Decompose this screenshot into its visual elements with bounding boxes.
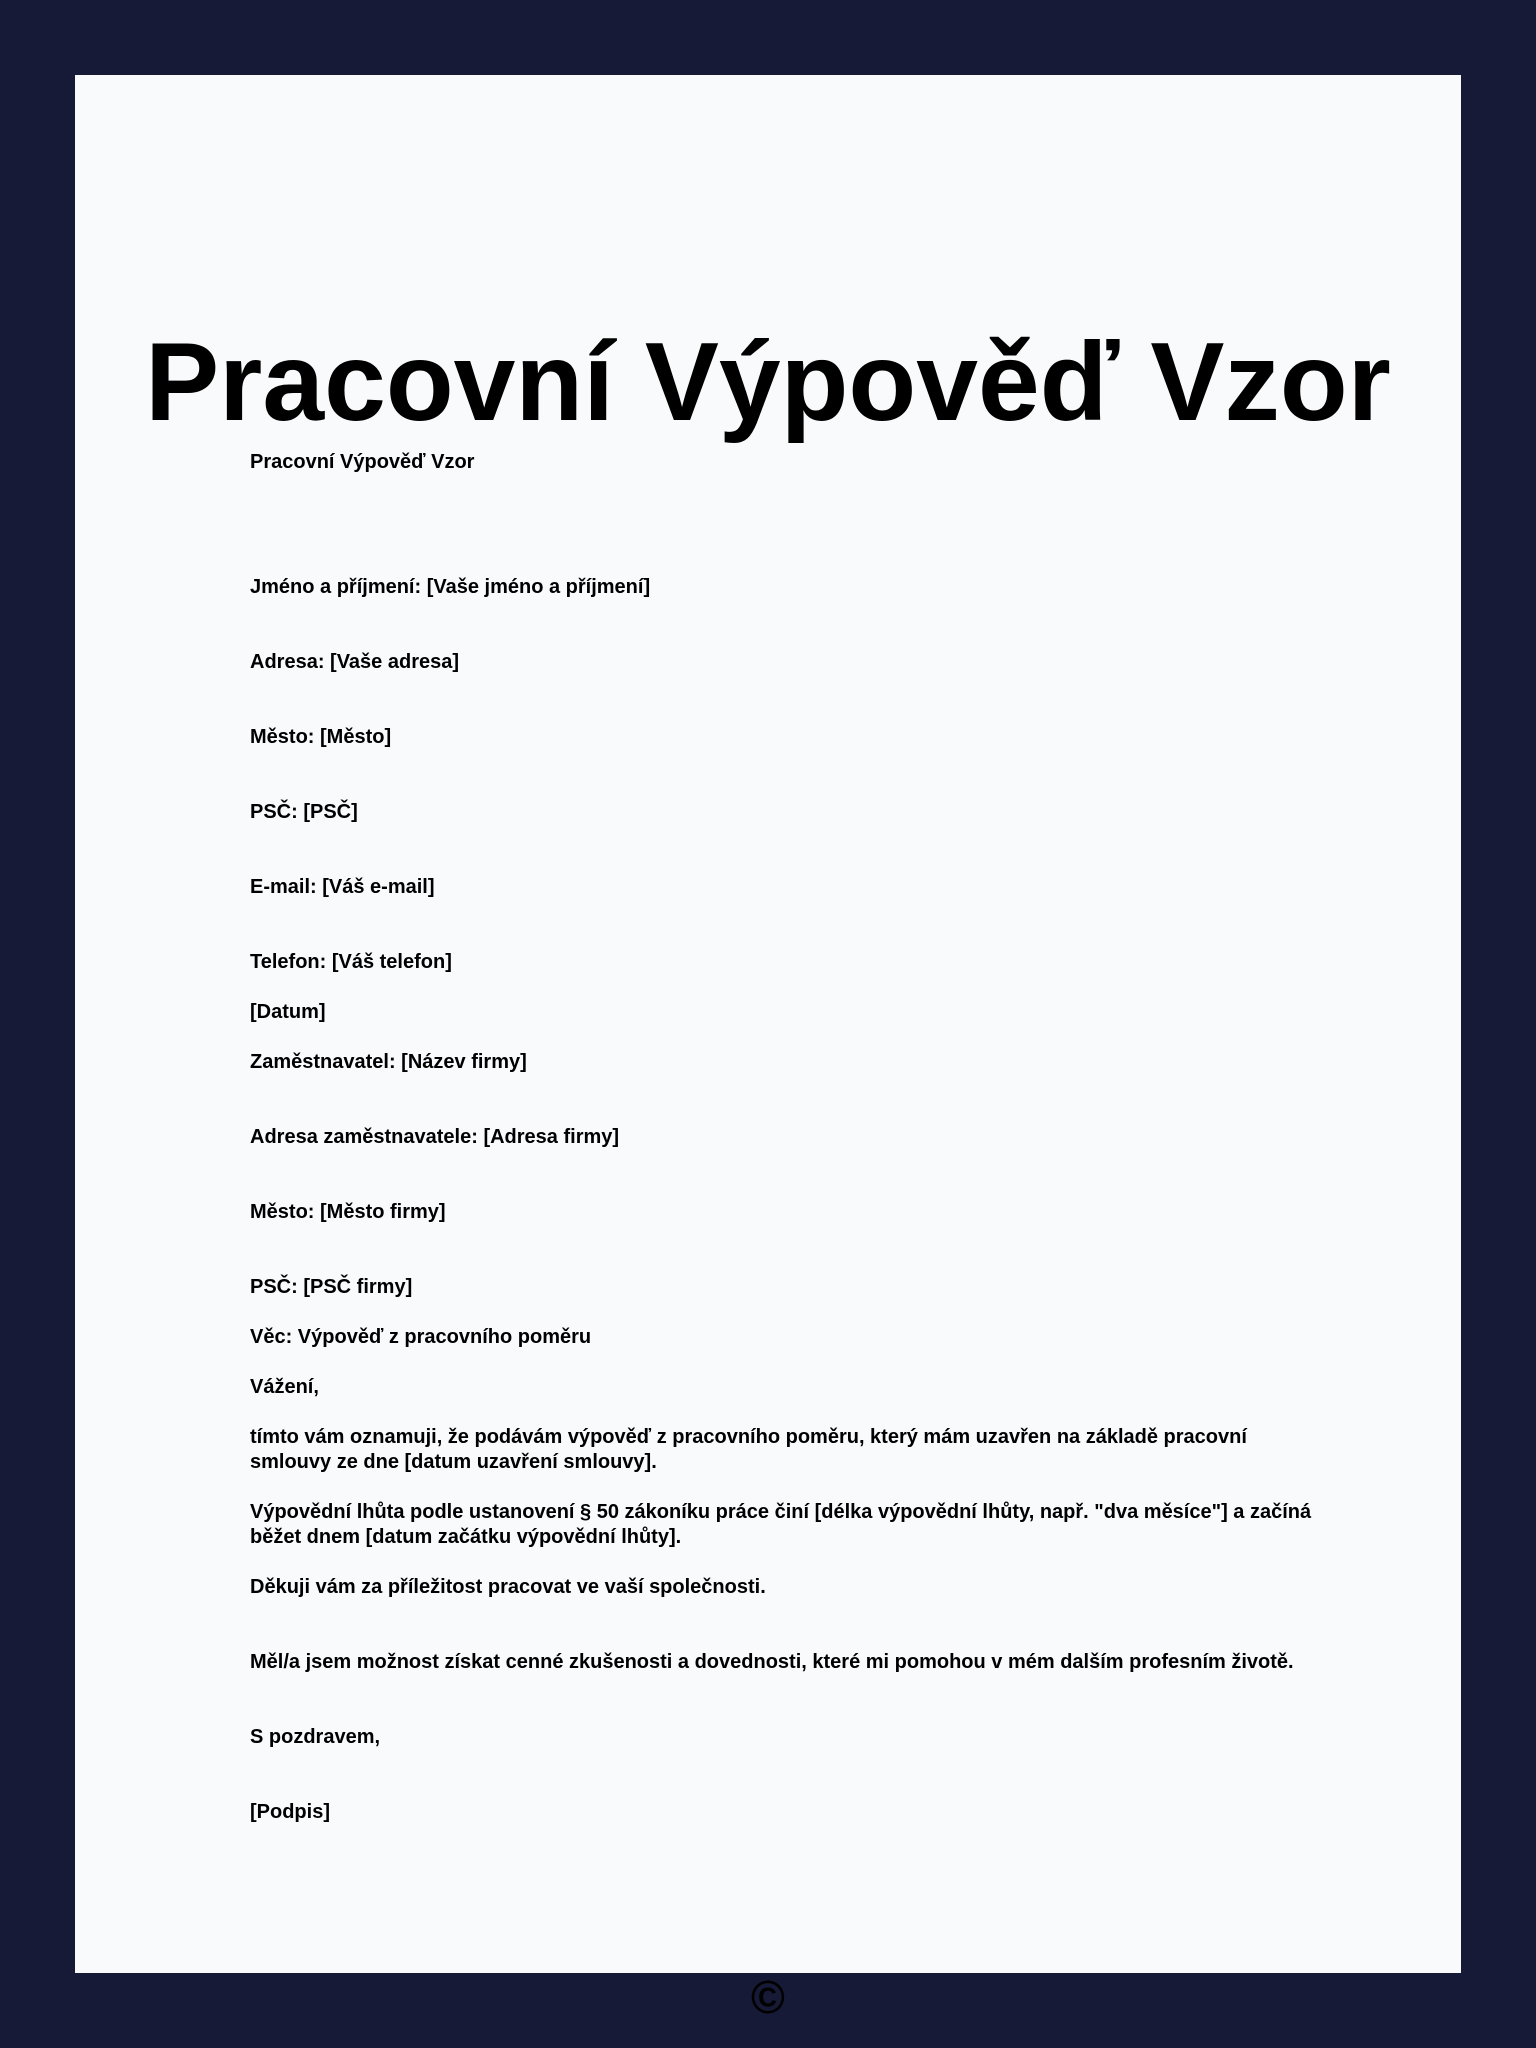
sender-city: Město: [Město]: [250, 726, 392, 748]
letter-experience: Měl/a jsem možnost získat cenné zkušenosti a dovednosti, které mi pomohou v mém dalším profesním životě.: [250, 1651, 1294, 1673]
letter-date: [Datum]: [250, 1001, 326, 1023]
sender-name: Jméno a příjmení: [Vaše jméno a příjmení]: [250, 576, 651, 598]
employer-city: Město: [Město firmy]: [250, 1201, 446, 1223]
letter-subject: Věc: Výpověď z pracovního poměru: [250, 1326, 592, 1348]
letter-closing: S pozdravem,: [250, 1726, 381, 1748]
letter-thanks: Děkuji vám za příležitost pracovat ve vaší společnosti.: [250, 1576, 766, 1598]
copyright-icon: ©: [751, 1971, 785, 2023]
sender-address: Adresa: [Vaše adresa]: [250, 651, 460, 673]
sender-zip: PSČ: [PSČ]: [250, 801, 358, 823]
page-title: Pracovní Výpověď Vzor: [145, 320, 1391, 444]
letter-signature: [Podpis]: [250, 1801, 330, 1823]
employer-zip: PSČ: [PSČ firmy]: [250, 1276, 413, 1298]
sender-phone: Telefon: [Váš telefon]: [250, 951, 452, 973]
document-subtitle: Pracovní Výpověď Vzor: [250, 451, 475, 473]
letter-paragraph-notice: tímto vám oznamuji, že podávám výpověď z pracovního poměru, který mám uzavřen na základě pracovní smlouvy ze dne [datum uzavření smlouvy].: [250, 1426, 1247, 1473]
document-page: [75, 75, 1461, 2023]
employer-name: Zaměstnavatel: [Název firmy]: [250, 1051, 527, 1073]
letter-salutation: Vážení,: [250, 1376, 319, 1398]
employer-address: Adresa zaměstnavatele: [Adresa firmy]: [250, 1126, 620, 1148]
letter-paragraph-period: Výpovědní lhůta podle ustanovení § 50 zákoníku práce činí [délka výpovědní lhůty, např. "dva měsíce"] a začíná běžet dnem [datum začátku výpovědní lhůty].: [250, 1501, 1312, 1548]
sender-email: E-mail: [Váš e-mail]: [250, 876, 435, 898]
